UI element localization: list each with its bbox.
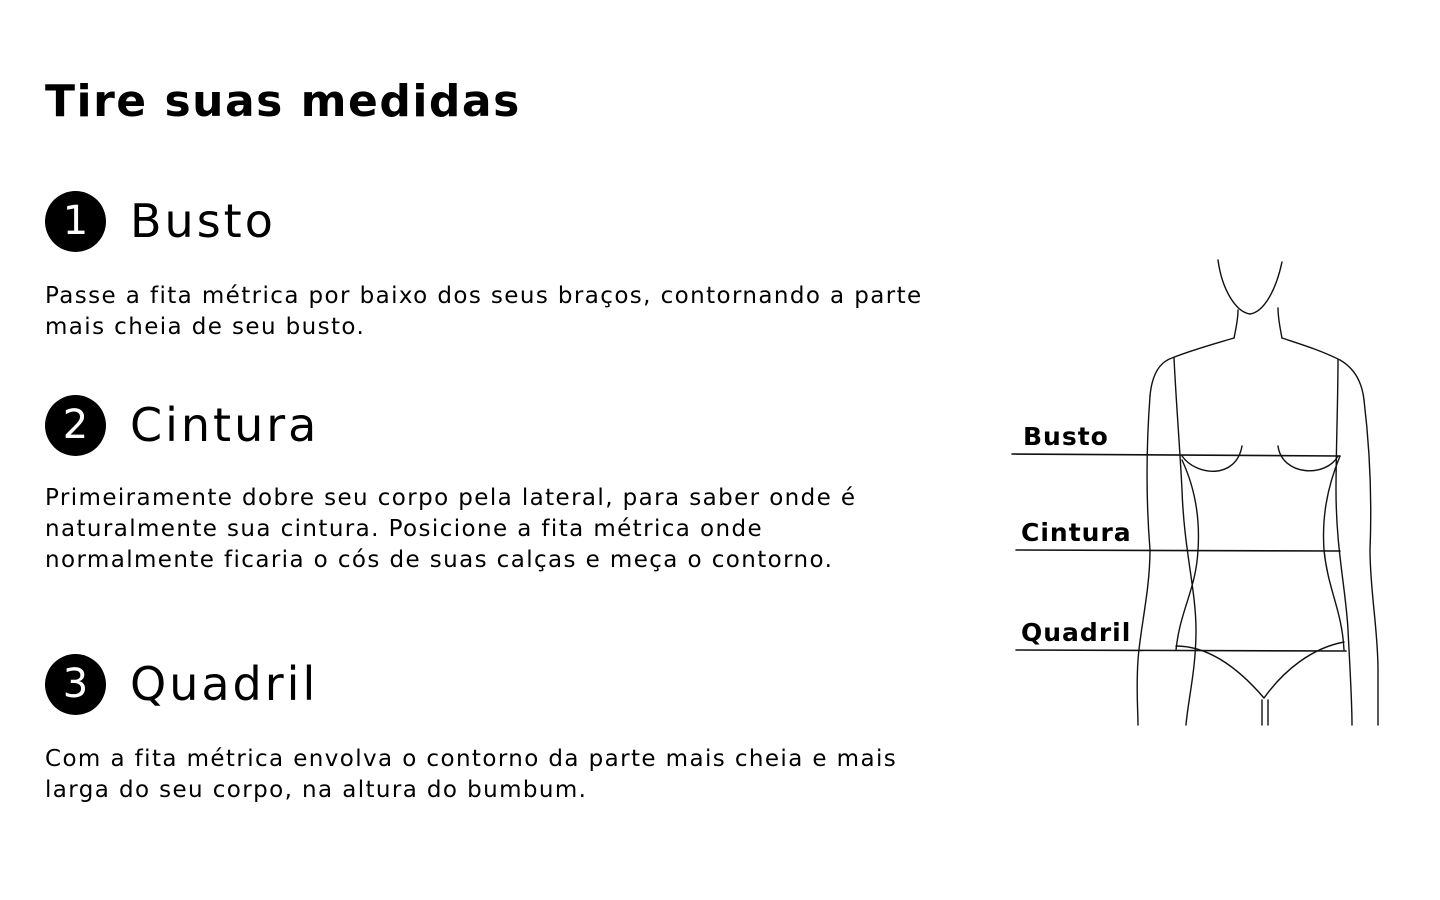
neck-outline — [1234, 310, 1238, 338]
arm-outline — [1364, 400, 1378, 725]
section-hip — [45, 650, 925, 806]
section-hip-text: Com a fita métrica envolva o contorno da parte mais cheia e mais larga do seu corpo, na altura do bumbum. — [45, 746, 898, 803]
section-bust-text: Passe a fita métrica por baixo dos seus braços, contornando a parte mais cheia de seu busto. — [45, 283, 923, 340]
section-bust-header — [45, 187, 925, 255]
arm-outline — [1336, 360, 1352, 725]
section-hip-title: Quadril — [130, 657, 319, 711]
torso-outline — [1324, 456, 1344, 650]
arm-outline — [1174, 358, 1196, 725]
arm-outline — [1137, 396, 1150, 725]
waist-measure-line — [1016, 550, 1340, 551]
shoulder-outline — [1282, 338, 1364, 400]
body-measurement-figure — [1000, 250, 1400, 730]
step-number-badge: 2 — [45, 395, 106, 456]
bust-outline — [1278, 446, 1338, 471]
section-bust — [45, 187, 925, 343]
page-title: Tire suas medidas — [45, 76, 521, 127]
section-waist-title: Cintura — [130, 398, 320, 452]
bust-measure-line — [1012, 454, 1340, 456]
hip-label: Quadril — [1021, 618, 1132, 647]
neck-outline — [1278, 308, 1282, 338]
section-bust-title: Busto — [130, 194, 276, 248]
section-hip-header — [45, 650, 925, 718]
step-number-badge: 1 — [45, 191, 106, 252]
shoulder-outline — [1150, 338, 1234, 396]
bust-outline — [1182, 446, 1242, 471]
body-outline-illustration — [1000, 250, 1400, 730]
section-waist-header — [45, 391, 925, 459]
bust-label: Busto — [1023, 422, 1109, 451]
hip-measure-line — [1016, 650, 1346, 651]
waist-label: Cintura — [1021, 518, 1132, 547]
head-outline — [1218, 260, 1282, 314]
section-waist-text: Primeiramente dobre seu corpo pela lateral, para saber onde é naturalmente sua cintura. Posicione a fita métrica onde normalmente ficaria o cós de suas calças e meça o contorno. — [45, 485, 857, 573]
section-waist — [45, 391, 925, 576]
step-number-badge: 3 — [45, 654, 106, 715]
